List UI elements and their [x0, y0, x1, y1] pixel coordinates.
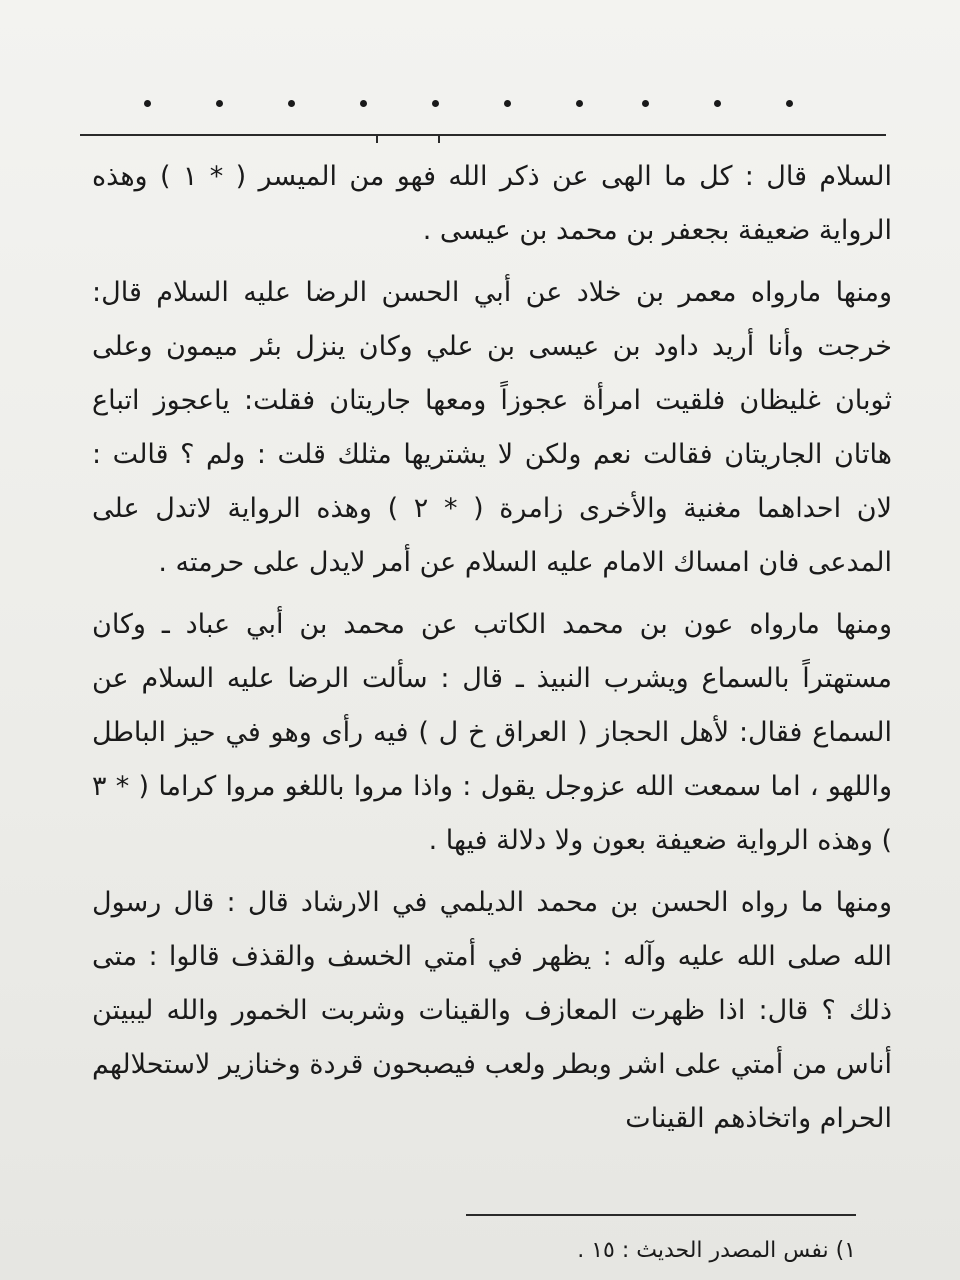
paragraph: ومنها مارواه معمر بن خلاد عن أبي الحسن الرضا عليه السلام قال: خرجت وأنا أريد داود بن عيسى بن علي وكان ينزل بئر ميمون وعلى ثوبان غليظان فلقيت امرأة عجوزاً ومعها جاريتان فقلت: ياعجوز اتباع هاتان الجاريتان فقالت نعم ولكن لا يشتريها مثلك قلت : ولم ؟ قالت : لان احداهما مغنية والأخرى زامرة ( * ٢ ) وهذه الرواية لاتدل على المدعى فان امساك الامام عليه السلام عن أمر لايدل على حرمته .: [92, 277, 892, 578]
header-dot: [144, 100, 151, 107]
header-rule-tick: [376, 134, 378, 143]
header-dot: [576, 100, 583, 107]
header-dot: [714, 100, 721, 107]
header-dot: [432, 100, 439, 107]
header-dot: [360, 100, 367, 107]
paragraph: السلام قال : كل ما الهى عن ذكر الله فهو من الميسر ( * ١ ) وهذه الرواية ضعيفة بجعفر بن محمد بن عيسى .: [92, 161, 892, 246]
header-dot: [216, 100, 223, 107]
paragraph: ومنها مارواه عون بن محمد الكاتب عن محمد بن أبي عباد ـ وكان مستهتراً بالسماع ويشرب النبيذ ـ قال : سألت الرضا عليه السلام عن السماع فقال: لأهل الحجاز ( العراق خ ل ) فيه رأى وهو في حيز الباطل واللهو ، اما سمعت الله عزوجل يقول : واذا مروا باللغو مروا كراما ( * ٣ ) وهذه الرواية ضعيفة بعون ولا دلالة فيها .: [92, 609, 892, 856]
header-dot: [504, 100, 511, 107]
header-rule-tick: [438, 134, 440, 143]
paragraph: ومنها ما رواه الحسن بن محمد الديلمي في الارشاد قال : قال رسول الله صلى الله عليه وآله : يظهر في أمتي الخسف والقذف قالوا : متى ذلك ؟ قال: اذا ظهرت المعازف والقينات وشربت الخمور والله ليبيتن أناس من أمتي على اشر وبطر ولعب فيصبحون قردة وخنازير لاستحلالهم الحرام واتخاذهم القينات: [92, 887, 892, 1134]
footnote: ١) نفس المصدر الحديث : ١٥ .: [577, 1238, 856, 1263]
header-dots: [120, 92, 880, 112]
header-dot: [642, 100, 649, 107]
header-dot: [786, 100, 793, 107]
header-rule: [80, 134, 886, 136]
page-body-text: [92, 150, 892, 1154]
header-dot: [288, 100, 295, 107]
footnote-rule: [466, 1214, 856, 1216]
